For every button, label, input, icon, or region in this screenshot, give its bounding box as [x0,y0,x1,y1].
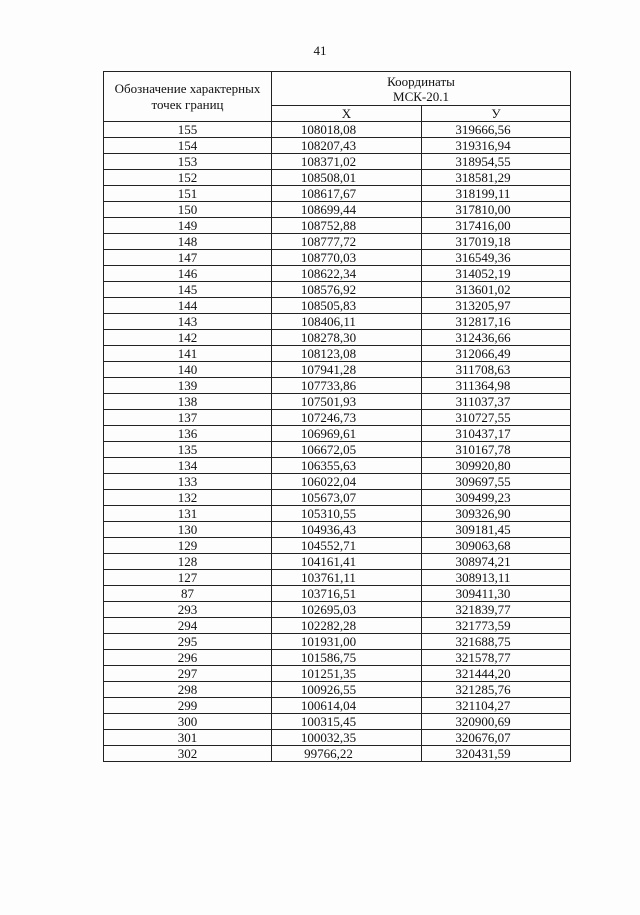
point-cell: 150 [104,202,272,218]
y-coordinate-cell: 321578,77 [422,650,571,666]
x-coordinate-cell: 102695,03 [272,602,422,618]
table-row [104,282,571,298]
table-row [104,170,571,186]
point-cell: 128 [104,554,272,570]
table-row [104,698,571,714]
point-cell: 132 [104,490,272,506]
point-cell: 149 [104,218,272,234]
coordinate-system-label: МСК-20.1 [393,88,449,104]
coordinates-title: Координаты [387,73,455,89]
point-cell: 295 [104,634,272,650]
table-row [104,410,571,426]
y-coordinate-cell: 319666,56 [422,122,571,138]
point-cell: 137 [104,410,272,426]
y-coordinate-cell: 313601,02 [422,282,571,298]
table-row [104,154,571,170]
x-coordinate-cell: 107246,73 [272,410,422,426]
point-column-header: Обозначение характерных точек границ [104,72,272,122]
x-coordinate-cell: 100926,55 [272,682,422,698]
point-cell: 142 [104,330,272,346]
table-row [104,650,571,666]
x-coordinate-cell: 108207,43 [272,138,422,154]
x-coordinate-cell: 108018,08 [272,122,422,138]
x-coordinate-cell: 108752,88 [272,218,422,234]
y-coordinate-cell: 309063,68 [422,538,571,554]
y-coordinate-cell: 310167,78 [422,442,571,458]
point-cell: 154 [104,138,272,154]
table-row [104,602,571,618]
y-coordinate-cell: 318581,29 [422,170,571,186]
y-coordinate-cell: 321285,76 [422,682,571,698]
table-row [104,442,571,458]
y-coordinate-cell: 316549,36 [422,250,571,266]
x-coordinate-cell: 108777,72 [272,234,422,250]
x-coordinate-cell: 104161,41 [272,554,422,570]
point-cell: 293 [104,602,272,618]
point-cell: 299 [104,698,272,714]
y-coordinate-cell: 309181,45 [422,522,571,538]
y-coordinate-cell: 321773,59 [422,618,571,634]
point-cell: 301 [104,730,272,746]
point-cell: 294 [104,618,272,634]
x-coordinate-cell: 102282,28 [272,618,422,634]
point-cell: 140 [104,362,272,378]
table-row [104,138,571,154]
point-cell: 297 [104,666,272,682]
y-coordinate-cell: 309499,23 [422,490,571,506]
point-cell: 296 [104,650,272,666]
table-row [104,714,571,730]
table-row [104,522,571,538]
table-row [104,330,571,346]
x-coordinate-cell: 108123,08 [272,346,422,362]
table-row [104,474,571,490]
y-coordinate-cell: 317019,18 [422,234,571,250]
point-cell: 153 [104,154,272,170]
y-coordinate-cell: 313205,97 [422,298,571,314]
point-cell: 129 [104,538,272,554]
y-coordinate-cell: 311708,63 [422,362,571,378]
point-cell: 134 [104,458,272,474]
point-cell: 141 [104,346,272,362]
x-coordinate-cell: 101251,35 [272,666,422,682]
y-coordinate-cell: 308974,21 [422,554,571,570]
table-row [104,202,571,218]
table-row [104,298,571,314]
x-coordinate-cell: 108617,67 [272,186,422,202]
table-row [104,314,571,330]
y-coordinate-cell: 319316,94 [422,138,571,154]
y-coordinate-cell: 320900,69 [422,714,571,730]
y-coordinate-cell: 318954,55 [422,154,571,170]
table-row [104,346,571,362]
x-coordinate-cell: 108770,03 [272,250,422,266]
table-row [104,458,571,474]
table-row [104,634,571,650]
point-cell: 127 [104,570,272,586]
y-coordinate-cell: 321839,77 [422,602,571,618]
table-row [104,586,571,602]
table-row [104,506,571,522]
x-coordinate-cell: 108278,30 [272,330,422,346]
y-coordinate-cell: 318199,11 [422,186,571,202]
x-coordinate-cell: 101931,00 [272,634,422,650]
y-coordinate-cell: 321688,75 [422,634,571,650]
point-cell: 155 [104,122,272,138]
y-coordinate-cell: 320431,59 [422,746,571,762]
point-cell: 147 [104,250,272,266]
x-coordinate-cell: 108371,02 [272,154,422,170]
page-number: 41 [313,43,327,58]
table-row [104,570,571,586]
table-row [104,266,571,282]
point-cell: 145 [104,282,272,298]
point-cell: 300 [104,714,272,730]
x-coordinate-cell: 104936,43 [272,522,422,538]
point-cell: 146 [104,266,272,282]
y-coordinate-cell: 312066,49 [422,346,571,362]
point-cell: 135 [104,442,272,458]
point-cell: 87 [104,586,272,602]
x-coordinate-cell: 104552,71 [272,538,422,554]
table-row [104,234,571,250]
point-cell: 152 [104,170,272,186]
x-coordinate-cell: 100032,35 [272,730,422,746]
table-row [104,666,571,682]
y-coordinate-cell: 309920,80 [422,458,571,474]
y-coordinate-cell: 308913,11 [422,570,571,586]
table-row [104,682,571,698]
x-coordinate-cell: 107733,86 [272,378,422,394]
point-cell: 131 [104,506,272,522]
table-row [104,554,571,570]
y-coordinate-cell: 321444,20 [422,666,571,682]
coordinates-header [272,72,571,106]
x-coordinate-cell: 108622,34 [272,266,422,282]
point-cell: 302 [104,746,272,762]
table-row [104,618,571,634]
x-coordinate-cell: 103716,51 [272,586,422,602]
point-cell: 298 [104,682,272,698]
y-coordinate-cell: 309411,30 [422,586,571,602]
y-coordinate-cell: 311364,98 [422,378,571,394]
x-coordinate-cell: 106969,61 [272,426,422,442]
y-column-header: У [422,106,571,122]
point-cell: 143 [104,314,272,330]
x-coordinate-cell: 107501,93 [272,394,422,410]
x-coordinate-cell: 101586,75 [272,650,422,666]
y-coordinate-cell: 312817,16 [422,314,571,330]
coordinates-table [103,71,571,762]
table-row [104,730,571,746]
y-coordinate-cell: 309697,55 [422,474,571,490]
x-coordinate-cell: 100614,04 [272,698,422,714]
x-coordinate-cell: 106672,05 [272,442,422,458]
point-cell: 151 [104,186,272,202]
table-row [104,122,571,138]
x-coordinate-cell: 105310,55 [272,506,422,522]
table-row [104,186,571,202]
y-coordinate-cell: 310437,17 [422,426,571,442]
point-cell: 136 [104,426,272,442]
table-row [104,746,571,762]
point-cell: 138 [104,394,272,410]
x-coordinate-cell: 108508,01 [272,170,422,186]
table-row [104,538,571,554]
y-coordinate-cell: 312436,66 [422,330,571,346]
table-row [104,218,571,234]
table-row [104,378,571,394]
point-cell: 144 [104,298,272,314]
x-coordinate-cell: 100315,45 [272,714,422,730]
x-coordinate-cell: 106022,04 [272,474,422,490]
x-coordinate-cell: 107941,28 [272,362,422,378]
x-coordinate-cell: 106355,63 [272,458,422,474]
y-coordinate-cell: 309326,90 [422,506,571,522]
x-coordinate-cell: 105673,07 [272,490,422,506]
table-row [104,490,571,506]
x-coordinate-cell: 108699,44 [272,202,422,218]
y-coordinate-cell: 317416,00 [422,218,571,234]
y-coordinate-cell: 321104,27 [422,698,571,714]
x-coordinate-cell: 99766,22 [272,746,422,762]
x-coordinate-cell: 108406,11 [272,314,422,330]
table-row [104,394,571,410]
y-coordinate-cell: 317810,00 [422,202,571,218]
x-column-header: X [272,106,422,122]
x-coordinate-cell: 103761,11 [272,570,422,586]
x-coordinate-cell: 108576,92 [272,282,422,298]
x-coordinate-cell: 108505,83 [272,298,422,314]
y-coordinate-cell: 311037,37 [422,394,571,410]
y-coordinate-cell: 320676,07 [422,730,571,746]
table-row [104,426,571,442]
point-cell: 148 [104,234,272,250]
table-row [104,250,571,266]
point-cell: 133 [104,474,272,490]
table-row [104,362,571,378]
y-coordinate-cell: 314052,19 [422,266,571,282]
y-coordinate-cell: 310727,55 [422,410,571,426]
point-cell: 139 [104,378,272,394]
point-cell: 130 [104,522,272,538]
